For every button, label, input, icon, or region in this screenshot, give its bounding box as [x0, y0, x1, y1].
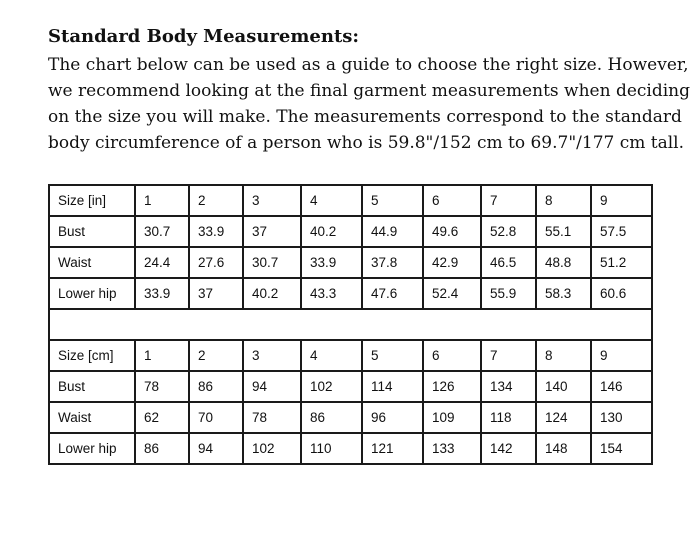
table-cell: 86: [135, 433, 189, 464]
table-cell: 121: [362, 433, 423, 464]
table-separator-cell: [49, 309, 652, 340]
table-cell: 43.3: [301, 278, 362, 309]
table-cell: 110: [301, 433, 362, 464]
table-row: [49, 402, 652, 433]
table-cell: 30.7: [135, 216, 189, 247]
table-cell: 130: [591, 402, 652, 433]
table-cell: 78: [135, 371, 189, 402]
table-row: [49, 433, 652, 464]
table-row: [49, 371, 652, 402]
table-cell: 33.9: [301, 247, 362, 278]
table-cell: 102: [243, 433, 301, 464]
table-cell: 37.8: [362, 247, 423, 278]
table-cell: 124: [536, 402, 591, 433]
table-separator-row: [49, 309, 652, 340]
table-cell: 2: [189, 185, 243, 216]
row-label: Lower hip: [49, 433, 135, 464]
table-cell: 133: [423, 433, 481, 464]
table-cell: 78: [243, 402, 301, 433]
table-cell: 5: [362, 340, 423, 371]
table-row: [49, 216, 652, 247]
table-cell: 37: [243, 216, 301, 247]
table-cell: 48.8: [536, 247, 591, 278]
table-cell: 62: [135, 402, 189, 433]
row-label: Waist: [49, 402, 135, 433]
intro-line: body circumference of a person who is 59.8"/152 cm to 69.7"/177 cm tall.: [48, 133, 685, 153]
table-cell: 6: [423, 185, 481, 216]
table-cell: 146: [591, 371, 652, 402]
table-cell: 55.1: [536, 216, 591, 247]
page-title: Standard Body Measurements:: [48, 26, 360, 47]
table-cell: 1: [135, 185, 189, 216]
table-cell: 94: [243, 371, 301, 402]
table-cell: 24.4: [135, 247, 189, 278]
table-cell: 7: [481, 340, 536, 371]
table-cell: 52.8: [481, 216, 536, 247]
intro-line: we recommend looking at the final garment measurements when deciding: [48, 81, 690, 101]
table-cell: 33.9: [135, 278, 189, 309]
table-cell: 57.5: [591, 216, 652, 247]
row-label: Bust: [49, 371, 135, 402]
table-cell: 1: [135, 340, 189, 371]
intro-paragraph: [48, 52, 688, 156]
table-cell: 109: [423, 402, 481, 433]
table-cell: 3: [243, 340, 301, 371]
table-cell: 102: [301, 371, 362, 402]
table-cell: 58.3: [536, 278, 591, 309]
table-row: [49, 340, 652, 371]
table-cell: 140: [536, 371, 591, 402]
table-cell: 94: [189, 433, 243, 464]
table-cell: 154: [591, 433, 652, 464]
intro-line: on the size you will make. The measurements correspond to the standard: [48, 107, 682, 127]
table-cell: 49.6: [423, 216, 481, 247]
table-cell: 142: [481, 433, 536, 464]
table-cell: 2: [189, 340, 243, 371]
table-cell: 4: [301, 185, 362, 216]
table-cell: 3: [243, 185, 301, 216]
table-cell: 60.6: [591, 278, 652, 309]
table-row: [49, 185, 652, 216]
table-cell: 9: [591, 340, 652, 371]
table-row: [49, 247, 652, 278]
table-cell: 4: [301, 340, 362, 371]
table-cell: 47.6: [362, 278, 423, 309]
table-cell: 30.7: [243, 247, 301, 278]
table-cell: 51.2: [591, 247, 652, 278]
table-cell: 114: [362, 371, 423, 402]
table-cell: 9: [591, 185, 652, 216]
table-cell: 52.4: [423, 278, 481, 309]
table-cell: 7: [481, 185, 536, 216]
table-cell: 118: [481, 402, 536, 433]
table-cell: 44.9: [362, 216, 423, 247]
table-cell: 126: [423, 371, 481, 402]
size-chart-table: [48, 184, 653, 465]
table-cell: 8: [536, 340, 591, 371]
table-cell: 6: [423, 340, 481, 371]
table-cell: 40.2: [243, 278, 301, 309]
row-label: Waist: [49, 247, 135, 278]
table-cell: 27.6: [189, 247, 243, 278]
table-cell: 134: [481, 371, 536, 402]
table-cell: 55.9: [481, 278, 536, 309]
table-cell: 40.2: [301, 216, 362, 247]
row-label: Bust: [49, 216, 135, 247]
table-cell: 70: [189, 402, 243, 433]
table-cell: 8: [536, 185, 591, 216]
table-cell: 148: [536, 433, 591, 464]
intro-line: The chart below can be used as a guide to choose the right size. However,: [48, 55, 689, 75]
table-cell: 46.5: [481, 247, 536, 278]
row-label: Lower hip: [49, 278, 135, 309]
table-row: [49, 278, 652, 309]
table-cell: 96: [362, 402, 423, 433]
row-label: Size [in]: [49, 185, 135, 216]
table-cell: 37: [189, 278, 243, 309]
table-cell: 86: [189, 371, 243, 402]
row-label: Size [cm]: [49, 340, 135, 371]
table-cell: 42.9: [423, 247, 481, 278]
table-cell: 5: [362, 185, 423, 216]
table-cell: 86: [301, 402, 362, 433]
table-cell: 33.9: [189, 216, 243, 247]
